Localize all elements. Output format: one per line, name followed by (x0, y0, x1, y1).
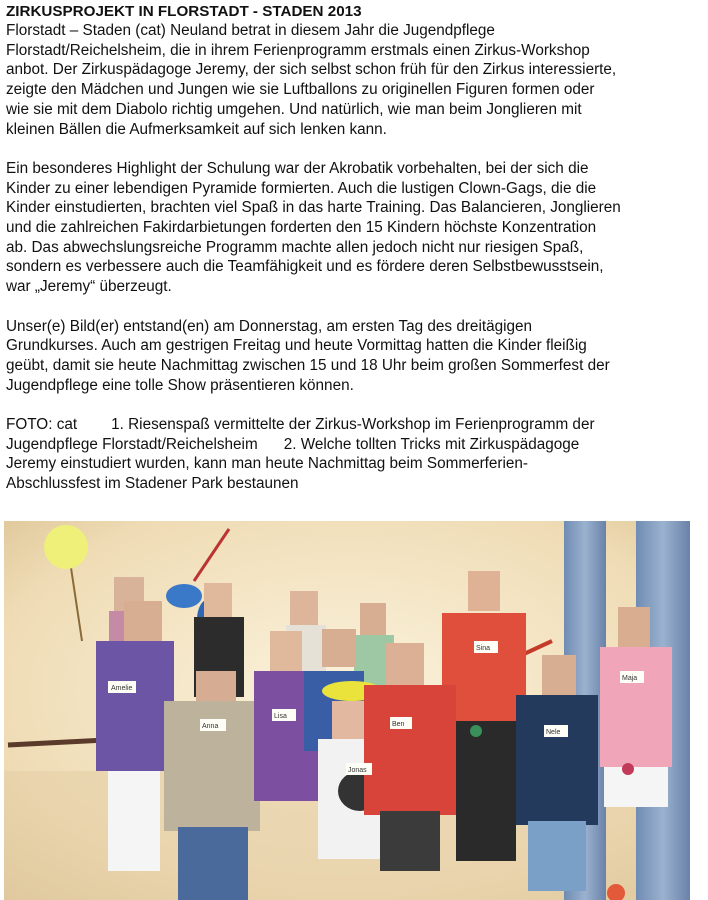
text-line: Grundkurses. Auch am gestrigen Freitag und heute Vormittag hatten die Kinder fleißig (6, 337, 587, 355)
text-line: Kinder zu einer lebendigen Pyramide formierten. Auch die lustigen Clown-Gags, die die (6, 179, 597, 197)
text-line: geübt, damit sie heute Nachmittag zwischen 15 und 18 Uhr beim großen Sommerfest der (6, 356, 610, 374)
photo-caption (6, 415, 706, 494)
text-line: war „Jeremy“ überzeugt. (6, 278, 172, 296)
name-tag-text: Ben (392, 721, 405, 728)
caption-line: Jugendpflege Florstadt/Reichelsheim 2. Welche tollten Tricks mit Zirkuspädagoge (6, 435, 580, 453)
name-tag-text: Maja (622, 675, 638, 682)
text-line: und die zahlreichen Fakirdarbietungen forderten den 15 Kindern höchste Konzentration (6, 219, 597, 237)
name-tag-text: Nele (546, 729, 561, 736)
text-line: zeigte den Mädchen und Jungen wie sie Luftballons zu originellen Figuren formen oder (6, 81, 595, 99)
group-photo-illustration (4, 521, 690, 900)
text-line: wie sie mit dem Diabolo richtig umgehen. Und natürlich, wie man beim Jonglieren mit (6, 100, 582, 118)
paragraph-1 (6, 21, 706, 139)
text-line: anbot. Der Zirkuspädagoge Jeremy, der sich selbst schon früh für den Zirkus interessierte, (6, 61, 617, 79)
photo-credit: FOTO: cat (6, 416, 78, 434)
balloon-figure (166, 584, 202, 608)
name-tag-text: Anna (202, 723, 219, 730)
text-line: ab. Das abwechslungsreiche Programm machte allen jedoch nicht nur riesigen Spaß, (6, 238, 584, 256)
group-photo (4, 521, 690, 900)
text-line: Jugendpflege eine tolle Show präsentieren können. (6, 376, 354, 394)
text-line: kleinen Bällen die Aufmerksamkeit auf sich lenken kann. (6, 120, 387, 138)
text-line: Unser(e) Bild(er) entstand(en) am Donnerstag, am ersten Tag des dreitägigen (6, 317, 533, 335)
juggling-ball (622, 763, 634, 775)
caption-line: Jeremy einstudiert wurden, kann man heute Nachmittag beim Sommerferien- (6, 455, 529, 473)
caption-line: FOTO: cat 1. Riesenspaß vermittelte der Zirkus-Workshop im Ferienprogramm der (6, 416, 595, 434)
headline: ZIRKUSPROJEKT IN FLORSTADT - STADEN 2013 (6, 3, 362, 20)
text-line: sondern es verbessere auch die Teamfähigkeit und es fördere deren Selbstbewusstsein, (6, 258, 604, 276)
balloon (44, 525, 88, 569)
text-line: Florstadt/Reichelsheim, die in ihrem Ferienprogramm erstmals einen Zirkus-Workshop (6, 41, 590, 59)
text-line: Kinder einstudierten, brachten viel Spaß in das harte Training. Das Balancieren, Jonglieren (6, 199, 621, 217)
name-tag-text: Amelie (111, 685, 133, 692)
text-line: Ein besonderes Highlight der Schulung war der Akrobatik vorbehalten, bei der sich die (6, 159, 589, 177)
article (6, 2, 706, 494)
juggling-ball (470, 725, 482, 737)
paragraph-2 (6, 159, 706, 297)
name-tag-text: Jonas (348, 767, 367, 774)
caption-line: Abschlussfest im Stadener Park bestaunen (6, 475, 299, 493)
name-tag-text: Lisa (274, 713, 287, 720)
text-line: Florstadt – Staden (cat) Neuland betrat in diesem Jahr die Jugendpflege (6, 22, 495, 39)
paragraph-3 (6, 317, 706, 396)
name-tag-text: Sina (476, 645, 491, 652)
